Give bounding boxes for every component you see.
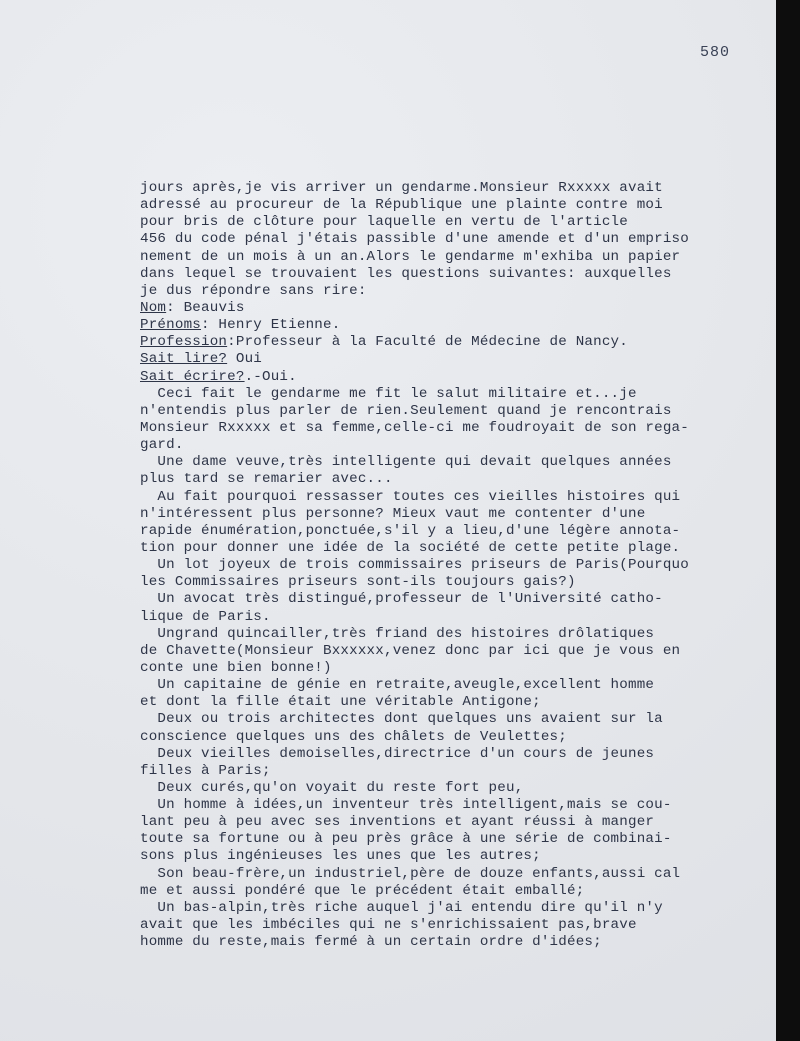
text-line	[140, 883, 770, 900]
text-line	[140, 694, 770, 711]
line-text: lique de Paris.	[140, 608, 271, 625]
text-line	[140, 866, 770, 883]
text-line	[140, 900, 770, 917]
typed-text-body	[140, 180, 770, 951]
text-line	[140, 403, 770, 420]
line-text: Un capitaine de génie en retraite,aveugle,excellent homme	[140, 677, 655, 694]
line-text: Un lot joyeux de trois commissaires priseurs de Paris(Pourquo	[140, 557, 689, 574]
form-field-label: Profession	[140, 334, 228, 351]
line-text: me et aussi pondéré que le précédent était emballé;	[140, 882, 585, 899]
line-text: rapide énumération,ponctuée,s'il y a lieu,d'une légère annota-	[140, 522, 681, 539]
text-line	[140, 729, 770, 746]
line-text: conscience quelques uns des châlets de Veulettes;	[140, 728, 567, 745]
text-line	[140, 180, 770, 197]
line-text: Une dame veuve,très intelligente qui devait quelques années	[140, 454, 672, 471]
text-line	[140, 626, 770, 643]
line-text: Monsieur Rxxxxx et sa femme,celle-ci me foudroyait de son rega-	[140, 419, 689, 436]
text-line	[140, 677, 770, 694]
text-line	[140, 746, 770, 763]
text-line	[140, 300, 770, 317]
line-text: Deux curés,qu'on voyait du reste fort peu,	[140, 779, 524, 796]
text-line	[140, 437, 770, 454]
text-line	[140, 386, 770, 403]
line-text: lant peu à peu avec ses inventions et ayant réussi à manger	[140, 814, 655, 831]
text-line	[140, 334, 770, 351]
text-line	[140, 643, 770, 660]
line-text: n'intéressent plus personne? Mieux vaut me contenter d'une	[140, 505, 646, 522]
line-text: gard.	[140, 437, 184, 454]
line-text: Oui	[227, 351, 262, 368]
line-text: adressé au procureur de la République une plainte contre moi	[140, 197, 663, 214]
form-field-label: Sait écrire?	[140, 368, 245, 385]
line-text: Un homme à idées,un inventeur très intelligent,mais se cou-	[140, 797, 672, 814]
text-line	[140, 540, 770, 557]
text-line	[140, 266, 770, 283]
line-text: plus tard se remarier avec...	[140, 471, 393, 488]
line-text: pour bris de clôture pour laquelle en vertu de l'article	[140, 214, 628, 231]
text-line	[140, 197, 770, 214]
line-text: Un avocat très distingué,professeur de l'Université catho-	[140, 591, 663, 608]
line-text: homme du reste,mais fermé à un certain ordre d'idées;	[140, 934, 602, 951]
line-text: dans lequel se trouvaient les questions suivantes: auxquelles	[140, 265, 672, 282]
form-field-label: Prénoms	[140, 317, 201, 334]
line-text: Deux vieilles demoiselles,directrice d'un cours de jeunes	[140, 745, 655, 762]
text-line	[140, 523, 770, 540]
text-line	[140, 763, 770, 780]
text-line	[140, 471, 770, 488]
text-line	[140, 489, 770, 506]
text-line	[140, 797, 770, 814]
text-line	[140, 780, 770, 797]
text-line	[140, 454, 770, 471]
text-line	[140, 660, 770, 677]
text-line	[140, 231, 770, 248]
scan-edge	[776, 0, 800, 1041]
text-line	[140, 214, 770, 231]
text-line	[140, 557, 770, 574]
line-text: toute sa fortune ou à peu près grâce à une série de combinai-	[140, 831, 672, 848]
line-text: de Chavette(Monsieur Bxxxxxx,venez donc par ici que je vous en	[140, 642, 681, 659]
text-line	[140, 711, 770, 728]
line-text: Son beau-frère,un industriel,père de douze enfants,aussi cal	[140, 865, 681, 882]
line-text: jours après,je vis arriver un gendarme.Monsieur Rxxxxx avait	[140, 180, 663, 196]
line-text: nement de un mois à un an.Alors le gendarme m'exhiba un papier	[140, 248, 681, 265]
line-text: tion pour donner une idée de la société de cette petite plage.	[140, 539, 681, 556]
form-field-label: Nom	[140, 299, 167, 316]
text-line	[140, 249, 770, 266]
text-line	[140, 506, 770, 523]
line-text: Ungrand quincailler,très friand des histoires drôlatiques	[140, 625, 655, 642]
line-text: Ceci fait le gendarme me fit le salut militaire et...je	[140, 385, 637, 402]
line-text: je dus répondre sans rire:	[140, 282, 367, 299]
line-text: Un bas-alpin,très riche auquel j'ai entendu dire qu'il n'y	[140, 899, 663, 916]
text-line	[140, 934, 770, 951]
line-text: 456 du code pénal j'étais passible d'une amende et d'un empriso	[140, 231, 689, 248]
line-text: : Henry Etienne.	[201, 317, 341, 334]
line-text: avait que les imbéciles qui ne s'enrichissaient pas,brave	[140, 917, 637, 934]
line-text: : Beauvis	[166, 299, 245, 316]
line-text: :Professeur à la Faculté de Médecine de Nancy.	[227, 334, 628, 351]
text-line	[140, 369, 770, 386]
page-number: 580	[700, 44, 731, 61]
text-line	[140, 591, 770, 608]
text-line	[140, 574, 770, 591]
form-field-label: Sait lire?	[140, 351, 228, 368]
text-line	[140, 317, 770, 334]
text-line	[140, 831, 770, 848]
line-text: .-Oui.	[244, 368, 297, 385]
line-text: n'entendis plus parler de rien.Seulement quand je rencontrais	[140, 402, 672, 419]
text-line	[140, 420, 770, 437]
line-text: Deux ou trois architectes dont quelques uns avaient sur la	[140, 711, 663, 728]
line-text: conte une bien bonne!)	[140, 659, 332, 676]
line-text: sons plus ingénieuses les unes que les autres;	[140, 848, 541, 865]
text-line	[140, 917, 770, 934]
text-line	[140, 609, 770, 626]
text-line	[140, 814, 770, 831]
text-line	[140, 283, 770, 300]
line-text: les Commissaires priseurs sont-ils toujours gais?)	[140, 574, 576, 591]
text-line	[140, 351, 770, 368]
line-text: filles à Paris;	[140, 762, 271, 779]
line-text: Au fait pourquoi ressasser toutes ces vieilles histoires qui	[140, 488, 681, 505]
line-text: et dont la fille était une véritable Antigone;	[140, 694, 541, 711]
text-line	[140, 848, 770, 865]
